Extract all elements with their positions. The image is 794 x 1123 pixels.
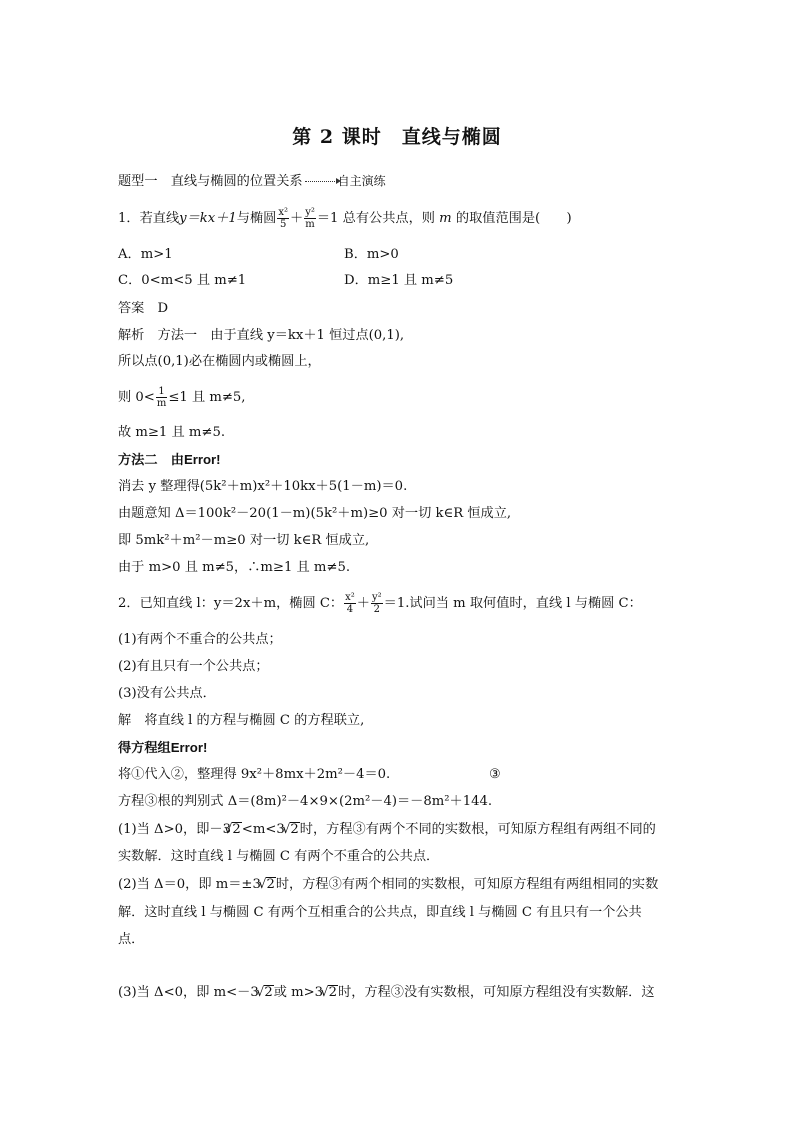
fraction-y2-2: $\frac{\text{y²}}{2}$ — [371, 592, 382, 615]
analysis-line: 方法二 由Error! — [118, 452, 221, 468]
section-tag: 自主演练 — [337, 174, 386, 188]
analysis-line: 由于 m>0 且 m≠5，∴m≥1 且 m≠5. — [118, 560, 351, 575]
analysis-line: 即 5mk²＋m²－m≥0 对一切 k∈R 恒成立, — [118, 533, 370, 548]
solution-line: 解．这时直线 l 与椭圆 C 有两个互相重合的公共点，即直线 l 与椭圆 C 有且只有一个公共 — [118, 905, 642, 920]
option-c: C．0<m<5 且 m≠1 — [118, 273, 247, 288]
q2-part: (1)有两个不重合的公共点； — [118, 632, 282, 647]
solution-line: 解 将直线 l 的方程与椭圆 C 的方程联立, — [118, 713, 365, 728]
q2-part: (2)有且只有一个公共点； — [118, 659, 269, 674]
q1-stem-text2: 与椭圆 — [236, 211, 277, 226]
solution-line: 点． — [118, 932, 145, 947]
sqrt-2: √ 2 — [232, 822, 242, 837]
solution-line: (1)当 Δ>0，即－3√ 2<m<3 √ 2时，方程③有两个不同的实数根，可知原方程组有两组不同的 — [118, 821, 656, 839]
error-text: Error! — [170, 740, 208, 755]
q1-var-m: m — [439, 211, 452, 226]
option-d: D．m≥1 且 m≠5 — [344, 273, 454, 288]
analysis-line: 由题意知 Δ＝100k²－20(1－m)(5k²＋m)≥0 对一切 k∈R 恒成立, — [118, 506, 512, 521]
solution-line: 实数解．这时直线 l 与椭圆 C 有两个不重合的公共点． — [118, 849, 440, 864]
analysis-line: 所以点(0,1)必在椭圆内或椭圆上， — [118, 354, 321, 369]
sqrt-2: √ 2 — [290, 822, 300, 837]
solution-line: 方程③根的判别式 Δ＝(8m)²－4×9×(2m²－4)＝－8m²＋144. — [118, 794, 493, 809]
solution-line: (3)当 Δ<0，即 m<－3 √ 2或 m>3 √ 2时，方程③没有实数根，可知原方程组没有实数解．这 — [118, 984, 655, 1002]
equation-mark: ③ — [489, 767, 501, 782]
q1-stem: 1．若直线y＝kx＋1与椭圆 $\frac{\text{x²}}{5}$ ＋ $\frac{\text{y²}}{m}$ ＝1 总有公共点，则 m 的取值范围是( ) — [118, 207, 572, 230]
analysis-line: 故 m≥1 且 m≠5. — [118, 425, 226, 440]
q2-part: (3)没有公共点． — [118, 686, 216, 701]
q2-stem: 2．已知直线 l：y＝2x＋m，椭圆 C： $\frac{\text{x²}}{4}$ ＋ $\frac{\text{y²}}{2}$ ＝1.试问当 m 取何值时，直线 l 与椭圆 C： — [118, 592, 642, 615]
sqrt-2: √ 2 — [328, 985, 338, 1000]
fraction-1-m: $\frac{1}{m}$ — [156, 386, 167, 409]
page-title: 第 2 课时 直线与椭圆 — [292, 126, 502, 148]
option-b: B．m>0 — [344, 247, 399, 262]
solution-line: 将①代入②，整理得 9x²＋8mx＋2m²－4＝0. — [118, 767, 391, 782]
analysis-line: 解析 方法一 由于直线 y＝kx＋1 恒过点(0,1), — [118, 328, 405, 343]
sqrt-2: √ 2 — [266, 877, 276, 892]
analysis-line: 消去 y 整理得(5k²＋m)x²＋10kx＋5(1－m)＝0. — [118, 479, 408, 494]
solution-line: (2)当 Δ＝0，即 m＝±3 √ 2时，方程③有两个相同的实数根，可知原方程组有两组相同的实数 — [118, 876, 658, 894]
section-label: 题型一 直线与椭圆的位置关系 — [118, 174, 303, 189]
q1-stem-text3: ＝1 总有公共点，则 — [316, 211, 435, 226]
sqrt-2: √ 2 — [264, 985, 274, 1000]
error-text: Error! — [183, 452, 221, 467]
arrow-icon — [305, 181, 337, 182]
q1-stem-text: 1．若直线 — [118, 211, 180, 226]
q1-line-eq: y＝kx＋1 — [179, 211, 237, 226]
q1-stem-text4: 的取值范围是( ) — [455, 211, 572, 226]
fraction-x2-5: $\frac{\text{x²}}{5}$ — [278, 207, 289, 230]
analysis-line: 则 0< $\frac{1}{m}$ ≤1 且 m≠5, — [118, 386, 246, 409]
section-heading — [118, 172, 386, 191]
q1-options-row1 — [118, 246, 173, 264]
fraction-x2-4: $\frac{\text{x²}}{4}$ — [345, 592, 355, 615]
answer: 答案 D — [118, 301, 169, 316]
solution-line: 得方程组Error! — [118, 740, 208, 756]
fraction-y2-m: $\frac{\text{y²}}{m}$ — [305, 207, 315, 230]
option-a: A．m>1 — [118, 247, 173, 262]
